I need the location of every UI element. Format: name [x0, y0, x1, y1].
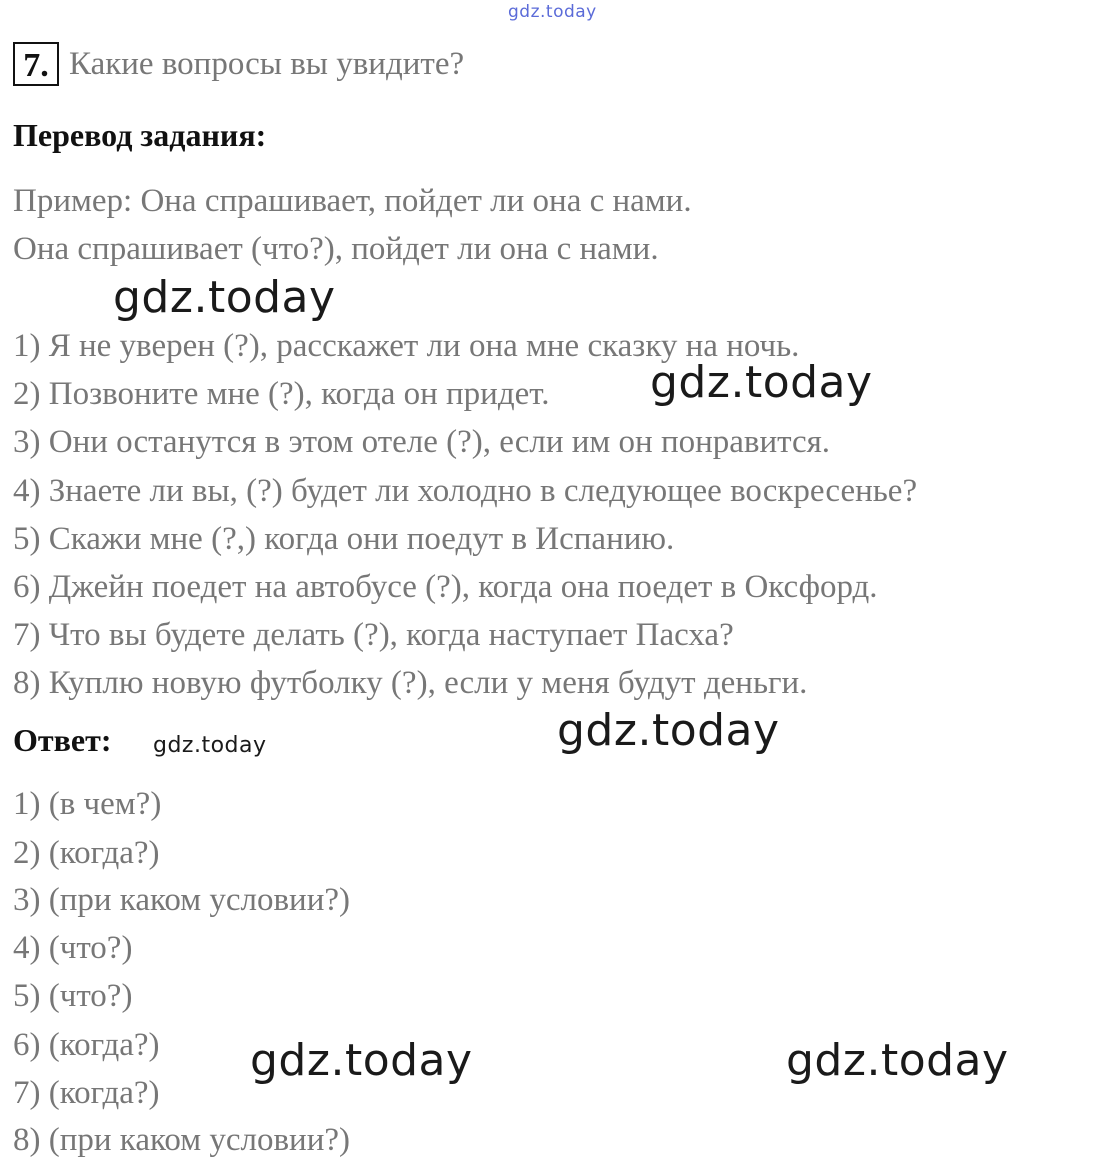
translation-item: 3) Они останутся в этом отеле (?), если им он понравится.: [13, 424, 831, 460]
translation-item: 2) Позвоните мне (?), когда он придет.: [13, 376, 550, 412]
translation-item: 4) Знаете ли вы, (?) будет ли холодно в следующее воскресенье?: [13, 473, 918, 509]
watermark: gdz.today: [650, 357, 873, 408]
example-line: Она спрашивает (что?), пойдет ли она с нами.: [13, 231, 659, 267]
translation-item: 5) Скажи мне (?,) когда они поедут в Испанию.: [13, 521, 675, 557]
answer-item: 7) (когда?): [13, 1075, 160, 1111]
watermark: gdz.today: [250, 1035, 473, 1086]
watermark: gdz.today: [113, 272, 336, 323]
answer-item: 1) (в чем?): [13, 786, 162, 822]
answer-item: 5) (что?): [13, 978, 133, 1014]
watermark: gdz.today: [557, 705, 780, 756]
task-title: Какие вопросы вы увидите?: [69, 45, 465, 82]
watermark: gdz.today: [153, 733, 267, 758]
answer-item: 6) (когда?): [13, 1027, 160, 1063]
translation-heading: Перевод задания:: [13, 117, 267, 153]
task-number: 7.: [13, 42, 59, 86]
translation-item: 6) Джейн поедет на автобусе (?), когда она поедет в Оксфорд.: [13, 569, 878, 605]
translation-item: 1) Я не уверен (?), расскажет ли она мне сказку на ночь.: [13, 328, 800, 364]
translation-item: 8) Куплю новую футболку (?), если у меня будут деньги.: [13, 665, 808, 701]
translation-item: 7) Что вы будете делать (?), когда наступает Пасха?: [13, 617, 734, 653]
answer-item: 4) (что?): [13, 930, 133, 966]
example-line: Пример: Она спрашивает, пойдет ли она с нами.: [13, 183, 692, 219]
watermark-top: gdz.today: [508, 2, 597, 22]
task-header: [13, 42, 464, 86]
answer-item: 2) (когда?): [13, 835, 160, 871]
answer-heading: Ответ:: [13, 722, 112, 758]
answer-item: 8) (при каком условии?): [13, 1122, 350, 1158]
answer-item: 3) (при каком условии?): [13, 882, 350, 918]
watermark: gdz.today: [786, 1035, 1009, 1086]
